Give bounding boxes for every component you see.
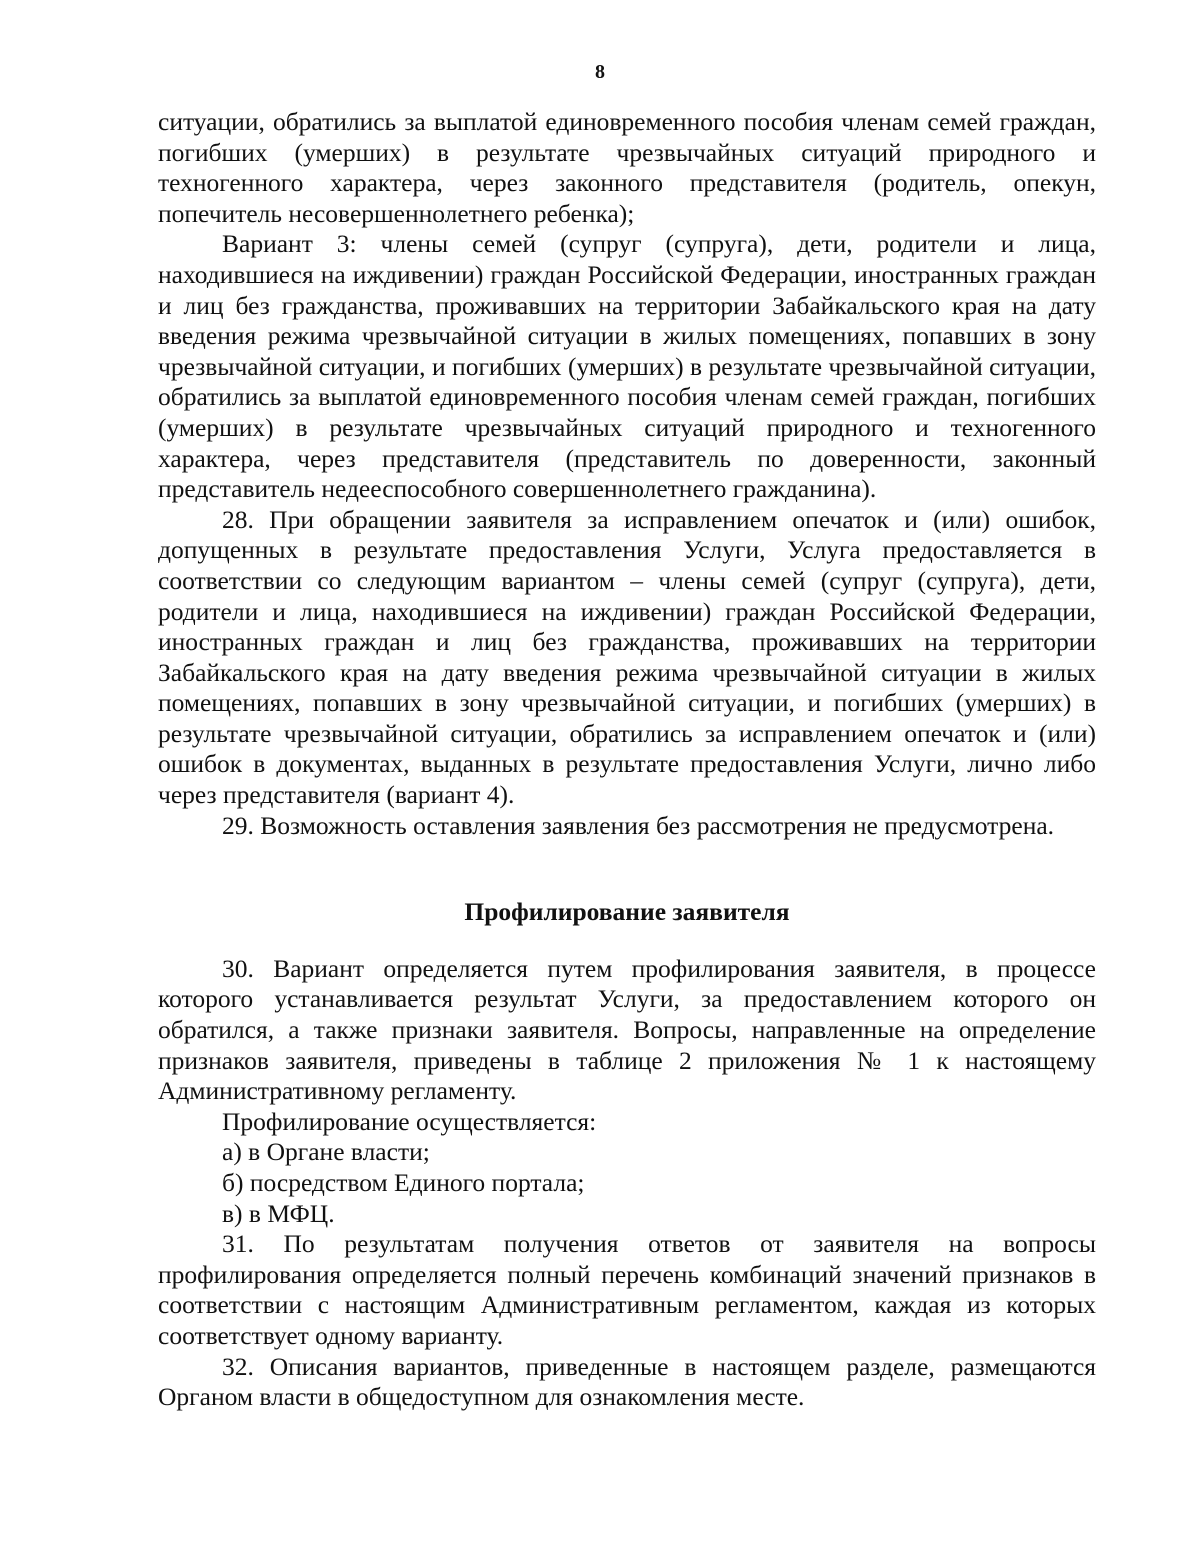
paragraph-30: 30. Вариант определяется путем профилирования заявителя, в процессе которого устанавливается результат Услуги, за предоставлением которого он обратился, а также признаки заявителя. Вопросы, направленные на определение признаков заявителя, приведены в таблице 2 приложения № 1 к настоящему Административному регламенту. bbox=[158, 953, 1096, 1106]
profiling-item-b: б) посредством Единого портала; bbox=[222, 1168, 585, 1197]
profiling-item-c: в) в МФЦ. bbox=[222, 1198, 335, 1228]
page-number: 8 bbox=[595, 61, 605, 83]
paragraph-28: 28. При обращении заявителя за исправлением опечаток и (или) ошибок, допущенных в результате предоставления Услуги, Услуга предоставляется в соответствии со следующим вариантом – члены семей (супруг (супруга), дети, родители и лица, находившиеся на иждивении) граждан Российской Федерации, иностранных граждан и лиц без гражданства, проживавших на территории Забайкальского края на дату введения режима чрезвычайной ситуации в жилых помещениях, попавших в зону чрезвычайной ситуации, и погибших (умерших) в результате чрезвычайной ситуации, обратились за исправлением опечаток и (или) ошибок в документах, выданных в результате предоставления Услуги, лично либо через представителя (вариант 4). bbox=[158, 504, 1096, 810]
profiling-intro: Профилирование осуществляется: bbox=[222, 1106, 597, 1136]
paragraph-variant-3: Вариант 3: члены семей (супруг (супруга), дети, родители и лица, находившиеся на иждивении) граждан Российской Федерации, иностранных граждан и лиц без гражданства, проживавших на территории Забайкальского края на дату введения режима чрезвычайной ситуации в жилых помещениях, попавших в зону чрезвычайной ситуации, и погибших (умерших) в результате чрезвычайной ситуации, обратились за выплатой единовременного пособия членам семей граждан, погибших (умерших) в результате чрезвычайных ситуаций природного и техногенного характера, через представителя (представитель по доверенности, законный представитель недееспособного совершеннолетнего гражданина). bbox=[158, 229, 1096, 504]
paragraph-29: 29. Возможность оставления заявления без рассмотрения не предусмотрена. bbox=[222, 810, 1055, 840]
paragraph-variant-2-continuation: ситуации, обратились за выплатой единовременного пособия членам семей граждан, погибших (умерших) в результате чрезвычайных ситуаций природного и техногенного характера, через законного представителя (родитель, опекун, попечитель несовершеннолетнего ребенка); bbox=[158, 107, 1096, 228]
profiling-item-a: а) в Органе власти; bbox=[222, 1137, 430, 1167]
section-heading: Профилирование заявителя bbox=[464, 897, 790, 927]
paragraph-32: 32. Описания вариантов, приведенные в настоящем разделе, размещаются Органом власти в общедоступном для ознакомления месте. bbox=[158, 1351, 1096, 1412]
paragraph-31: 31. По результатам получения ответов от заявителя на вопросы профилирования определяется полный перечень комбинаций значений признаков в соответствии с настоящим Административным регламентом, каждая из которых соответствует одному варианту. bbox=[158, 1229, 1096, 1350]
document-body bbox=[158, 107, 1096, 1413]
